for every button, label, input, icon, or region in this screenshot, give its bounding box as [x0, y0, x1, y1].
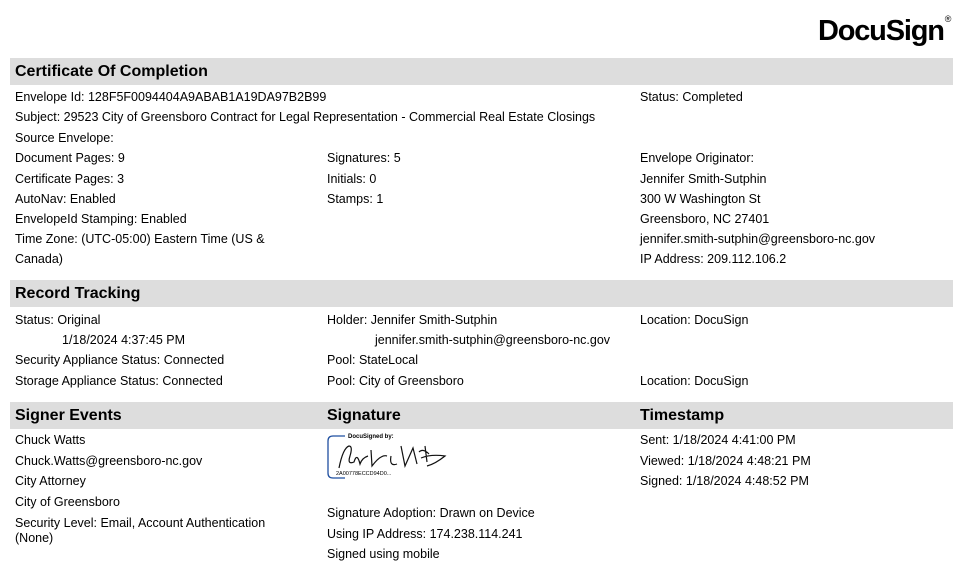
location-1: Location: DocuSign: [640, 313, 749, 327]
signer-name: Chuck Watts: [15, 433, 86, 447]
record-tracking-title: Record Tracking: [15, 285, 141, 302]
location-2: Location: DocuSign: [640, 374, 749, 388]
signer-email: Chuck.Watts@greensboro-nc.gov: [15, 454, 203, 468]
logo-text: DocuSign: [818, 15, 944, 47]
docusigned-by-label: DocuSigned by:: [348, 434, 394, 440]
viewed-timestamp: Viewed: 1/18/2024 4:48:21 PM: [640, 454, 811, 468]
certificate-pages: Certificate Pages: 3: [15, 172, 125, 186]
record-status-date: 1/18/2024 4:37:45 PM: [62, 333, 186, 347]
sent-timestamp: Sent: 1/18/2024 4:41:00 PM: [640, 433, 796, 447]
holder-name: Holder: Jennifer Smith-Sutphin: [327, 313, 498, 327]
time-zone-line2: Canada): [15, 252, 63, 266]
signer-title: City Attorney: [15, 474, 86, 488]
envelope-id: Envelope Id: 128F5F0094404A9ABAB1A19DA97B2B99: [15, 90, 327, 104]
signer-events-header-bar: [10, 402, 953, 429]
originator-ip: IP Address: 209.112.106.2: [640, 252, 787, 266]
signature-image: [327, 434, 457, 480]
envelope-status: Status: Completed: [640, 90, 743, 104]
stamps-count: Stamps: 1: [327, 192, 384, 206]
pool-statelocal: Pool: StateLocal: [327, 353, 419, 367]
trademark-mark: ®: [944, 14, 952, 24]
document-pages: Document Pages: 9: [15, 151, 125, 165]
pool-city: Pool: City of Greensboro: [327, 374, 464, 388]
originator-label: Envelope Originator:: [640, 151, 754, 165]
signed-using-mobile: Signed using mobile: [327, 547, 440, 561]
initials-count: Initials: 0: [327, 172, 377, 186]
signed-timestamp: Signed: 1/18/2024 4:48:52 PM: [640, 474, 809, 488]
envelopeid-stamping: EnvelopeId Stamping: Enabled: [15, 212, 187, 226]
signature-adoption: Signature Adoption: Drawn on Device: [327, 506, 535, 520]
originator-address1: 300 W Washington St: [640, 192, 761, 206]
envelope-subject: Subject: 29523 City of Greensboro Contract for Legal Representation - Commercial Real Estate Closings: [15, 110, 596, 124]
originator-name: Jennifer Smith-Sutphin: [640, 172, 767, 186]
autonav: AutoNav: Enabled: [15, 192, 116, 206]
signature-id: 2A00778ECCD94D0...: [336, 471, 392, 477]
storage-appliance-status: Storage Appliance Status: Connected: [15, 374, 223, 388]
certificate-header-bar: [10, 58, 953, 85]
signer-events-title: Signer Events: [15, 407, 122, 424]
record-status: Status: Original: [15, 313, 101, 327]
signatures-count: Signatures: 5: [327, 151, 401, 165]
time-zone-line1: Time Zone: (UTC-05:00) Eastern Time (US &: [15, 232, 265, 246]
signature-column-title: Signature: [327, 407, 401, 424]
originator-address2: Greensboro, NC 27401: [640, 212, 770, 226]
signature-stroke: [339, 446, 445, 468]
signing-ip-address: Using IP Address: 174.238.114.241: [327, 527, 523, 541]
holder-email: jennifer.smith-sutphin@greensboro-nc.gov: [375, 333, 611, 347]
certificate-title: Certificate Of Completion: [15, 63, 208, 80]
source-envelope: Source Envelope:: [15, 131, 114, 145]
signer-organization: City of Greensboro: [15, 495, 120, 509]
docusign-logo: [818, 14, 951, 48]
security-level-line1: Security Level: Email, Account Authentication: [15, 516, 266, 530]
record-tracking-header-bar: [10, 280, 953, 307]
timestamp-column-title: Timestamp: [640, 407, 725, 424]
security-level-line2: (None): [15, 531, 54, 545]
security-appliance-status: Security Appliance Status: Connected: [15, 353, 225, 367]
originator-email: jennifer.smith-sutphin@greensboro-nc.gov: [640, 232, 876, 246]
